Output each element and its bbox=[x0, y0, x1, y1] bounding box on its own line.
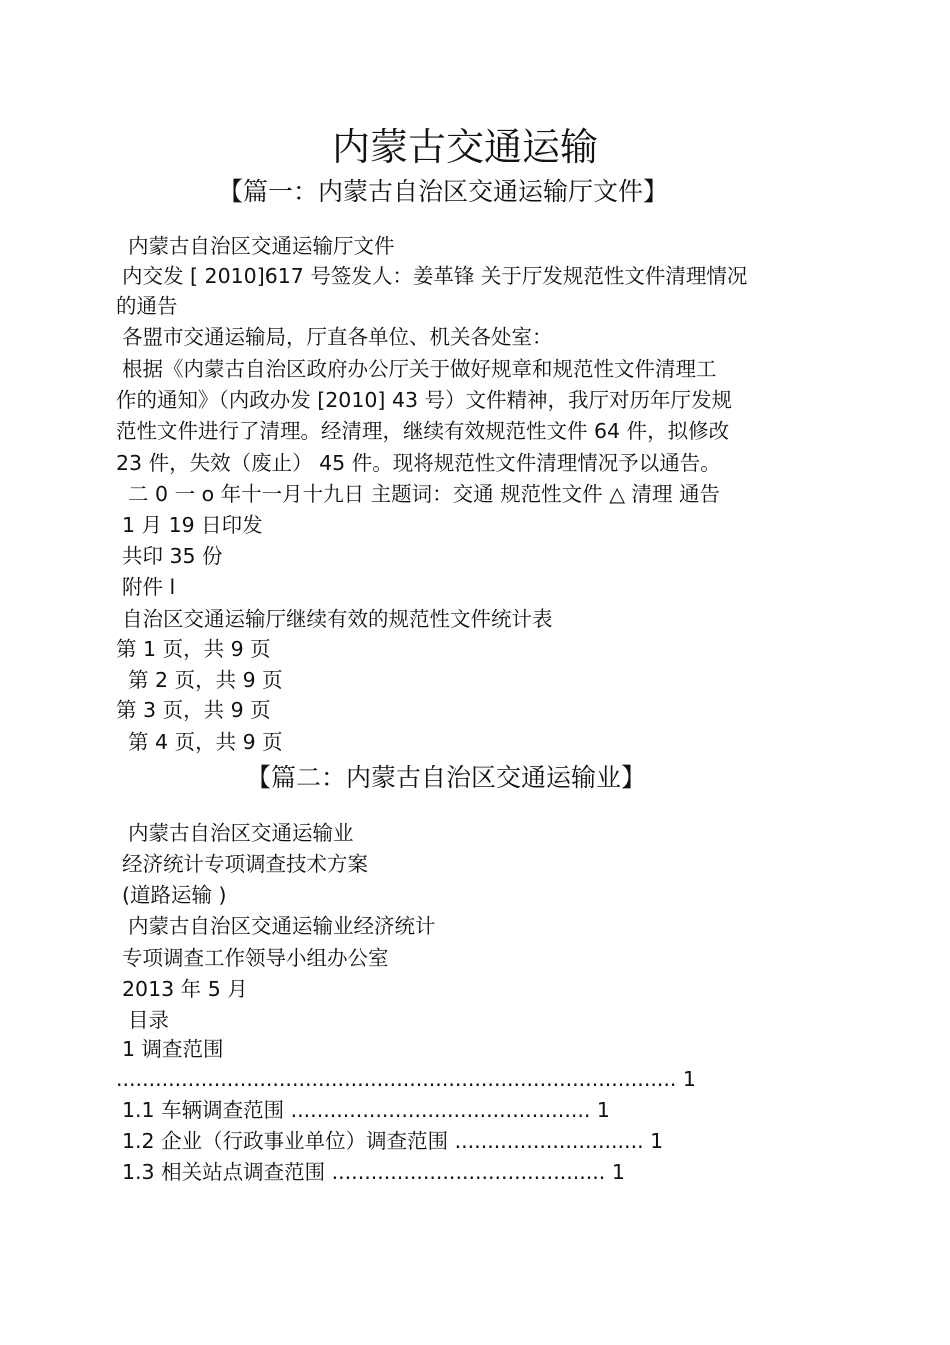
text-line: 2013 年 5 月 bbox=[122, 977, 248, 1001]
page-indicator: 第 2 页，共 9 页 bbox=[128, 668, 283, 692]
text-line: 内蒙古自治区交通运输业经济统计 bbox=[128, 914, 436, 938]
text-line: (道路运输 ) bbox=[122, 883, 227, 907]
toc-entry: 1.2 企业（行政事业单位）调查范围 ............................. 1 bbox=[122, 1129, 664, 1153]
page-indicator: 第 1 页，共 9 页 bbox=[116, 637, 271, 661]
text-line: 自治区交通运输厅继续有效的规范性文件统计表 bbox=[122, 607, 553, 631]
text-line: 二 0 一 o 年十一月十九日 主题词：交通 规范性文件 △ 清理 通告 bbox=[128, 482, 720, 506]
text-line: 范性文件进行了清理。经清理，继续有效规范性文件 64 件，拟修改 bbox=[116, 419, 730, 443]
toc-entry-leader: ...................................................................................... 1 bbox=[116, 1067, 696, 1091]
section-heading-part1: 【篇一：内蒙古自治区交通运输厅文件】 bbox=[218, 177, 669, 206]
toc-entry: 1.3 相关站点调查范围 .......................................... 1 bbox=[122, 1160, 625, 1184]
text-line: 经济统计专项调查技术方案 bbox=[122, 852, 368, 876]
text-line: 内交发 [ 2010]617 号签发人：姜革锋 关于厅发规范性文件清理情况 bbox=[122, 264, 748, 288]
toc-heading: 目录 bbox=[128, 1008, 169, 1032]
text-line: 的通告 bbox=[116, 294, 178, 318]
page-indicator: 第 3 页，共 9 页 bbox=[116, 698, 271, 722]
text-line: 1 月 19 日印发 bbox=[122, 513, 263, 537]
text-line: 作的通知》（内政办发 [2010] 43 号）文件精神，我厅对历年厅发规 bbox=[116, 388, 733, 412]
page-indicator: 第 4 页，共 9 页 bbox=[128, 730, 283, 754]
text-line: 共印 35 份 bbox=[122, 544, 223, 568]
text-line: 23 件，失效（废止） 45 件。现将规范性文件清理情况予以通告。 bbox=[116, 451, 721, 475]
section-heading-part2: 【篇二：内蒙古自治区交通运输业】 bbox=[246, 763, 647, 792]
toc-entry: 1.1 车辆调查范围 .............................................. 1 bbox=[122, 1098, 610, 1122]
text-line: 内蒙古自治区交通运输业 bbox=[128, 821, 354, 845]
text-line: 各盟市交通运输局，厅直各单位、机关各处室： bbox=[122, 325, 553, 349]
text-line: 附件 l bbox=[122, 575, 176, 599]
toc-entry: 1 调查范围 bbox=[122, 1037, 224, 1061]
document-title: 内蒙古交通运输 bbox=[331, 125, 598, 169]
text-line: 专项调查工作领导小组办公室 bbox=[122, 946, 389, 970]
text-line: 内蒙古自治区交通运输厅文件 bbox=[128, 234, 395, 258]
text-line: 根据《内蒙古自治区政府办公厅关于做好规章和规范性文件清理工 bbox=[122, 357, 717, 381]
